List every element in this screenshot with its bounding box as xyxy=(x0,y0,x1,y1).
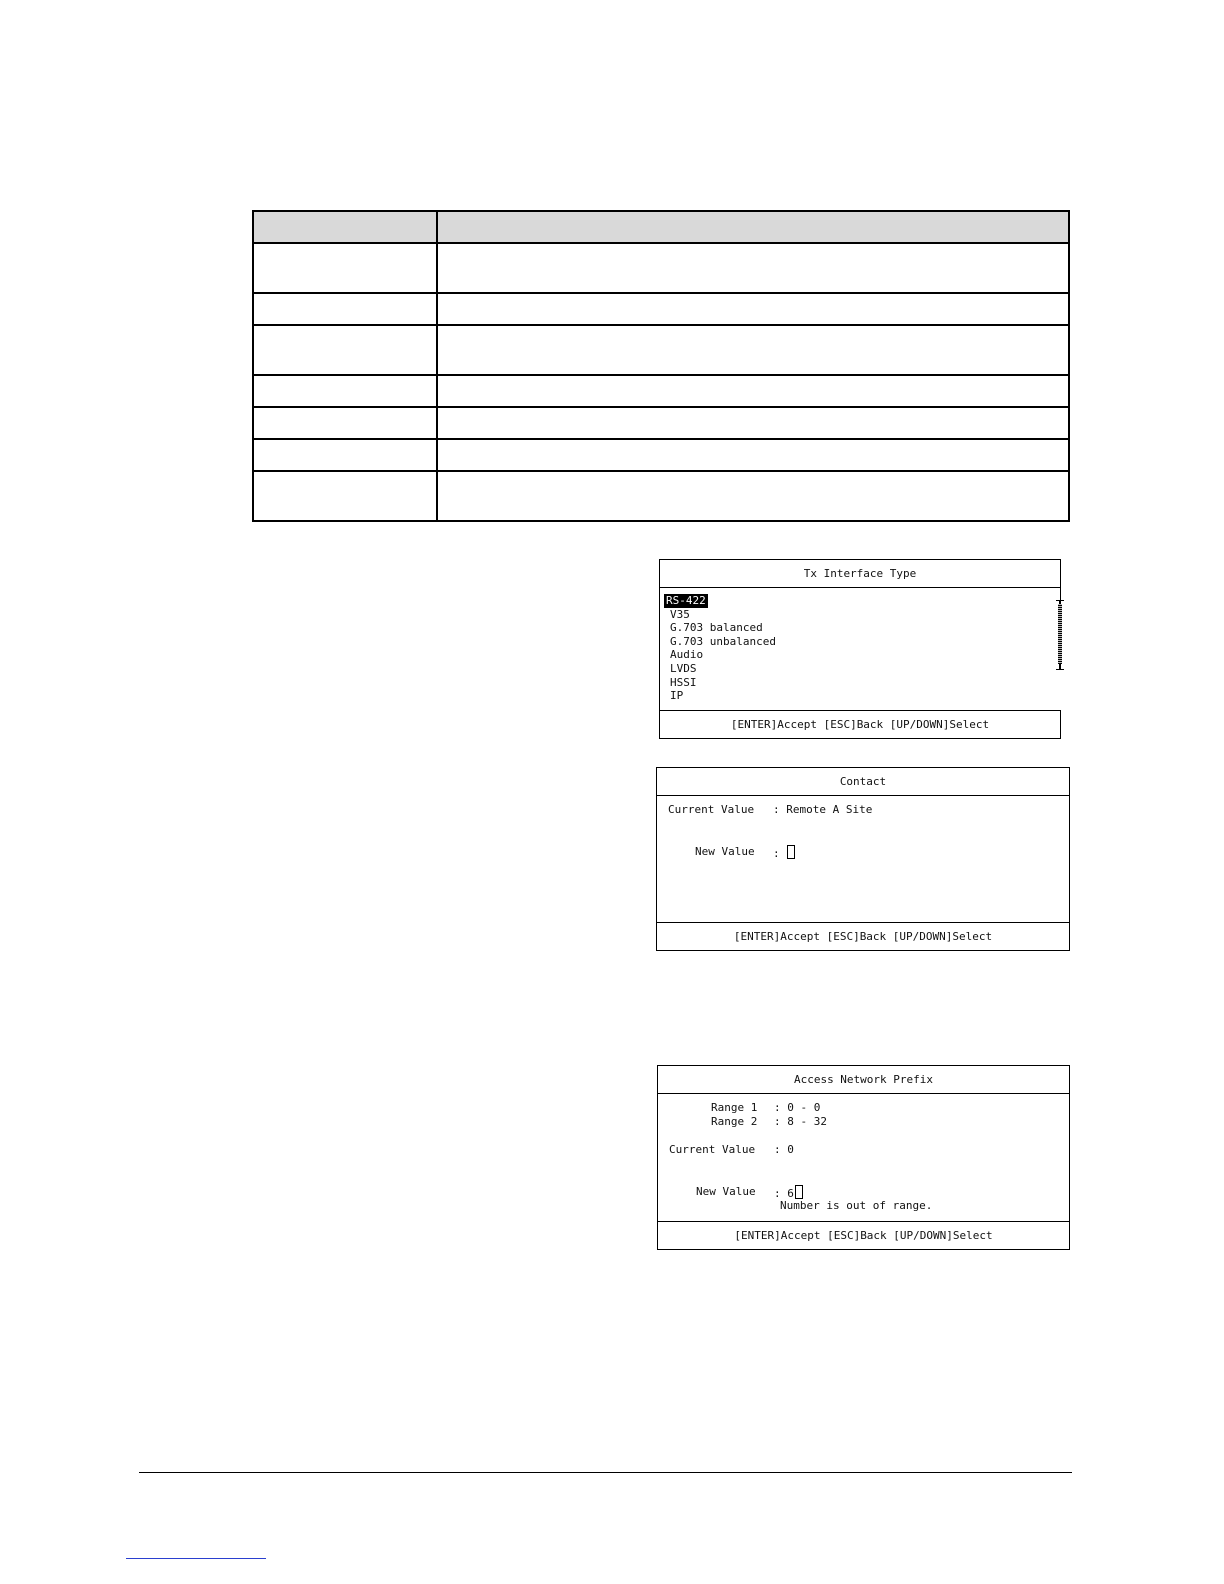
option-v35[interactable]: V35 xyxy=(670,607,690,621)
screen-title: Contact xyxy=(657,768,1069,796)
table-cell xyxy=(253,293,437,325)
contact-screen xyxy=(656,767,1070,951)
table-cell xyxy=(437,325,1069,375)
table-cell xyxy=(437,471,1069,521)
new-value-label: New Value xyxy=(696,1185,756,1198)
table-cell xyxy=(437,439,1069,471)
range2-label: Range 2 xyxy=(711,1115,758,1128)
table-header-row xyxy=(253,211,1069,243)
text-cursor xyxy=(795,1185,803,1199)
scrollbar[interactable] xyxy=(1056,600,1064,670)
option-g703-balanced[interactable]: G.703 balanced xyxy=(670,621,763,635)
access-network-prefix-screen xyxy=(657,1065,1070,1250)
table-row xyxy=(253,375,1069,407)
error-message: Number is out of range. xyxy=(780,1199,933,1212)
current-value-label: Current Value xyxy=(669,1143,756,1156)
range1-label: Range 1 xyxy=(711,1101,758,1114)
table-row xyxy=(253,243,1069,293)
text-cursor xyxy=(787,845,795,859)
key-hints: [ENTER]Accept [ESC]Back [UP/DOWN]Select xyxy=(657,922,1069,950)
range2-value: : 8 - 32 xyxy=(774,1115,827,1128)
range1-value: : 0 - 0 xyxy=(774,1101,821,1114)
current-value: : Remote A Site xyxy=(773,803,873,816)
table-cell xyxy=(437,293,1069,325)
table-header-cell xyxy=(437,211,1069,243)
table-cell xyxy=(253,243,437,293)
border-gap xyxy=(1058,670,1061,710)
key-hints: [ENTER]Accept [ESC]Back [UP/DOWN]Select xyxy=(658,1221,1069,1249)
table-row xyxy=(253,439,1069,471)
table-cell xyxy=(253,375,437,407)
key-hints: [ENTER]Accept [ESC]Back [UP/DOWN]Select xyxy=(660,710,1060,738)
tx-interface-type-screen xyxy=(659,559,1061,739)
scrollbar-thumb[interactable] xyxy=(1058,604,1062,664)
table-cell xyxy=(253,439,437,471)
footer-rule xyxy=(139,1472,1072,1473)
table-cell xyxy=(437,243,1069,293)
table-cell xyxy=(437,407,1069,439)
new-value-text: : 6 xyxy=(774,1187,794,1200)
new-value-separator: : xyxy=(773,847,780,860)
option-list xyxy=(664,594,782,703)
table-row xyxy=(253,293,1069,325)
option-g703-unbalanced[interactable]: G.703 unbalanced xyxy=(670,634,776,648)
table-cell xyxy=(253,325,437,375)
table-cell xyxy=(253,407,437,439)
table-cell xyxy=(437,375,1069,407)
option-ip[interactable]: IP xyxy=(670,689,684,703)
table-row xyxy=(253,325,1069,375)
screen-title: Tx Interface Type xyxy=(660,560,1060,588)
footer-link-underline xyxy=(126,1558,266,1559)
option-lvds[interactable]: LVDS xyxy=(670,661,697,675)
table-header-cell xyxy=(253,211,437,243)
table-row xyxy=(253,471,1069,521)
current-value-label: Current Value xyxy=(668,803,755,816)
scrollbar-cap xyxy=(1056,600,1064,601)
current-value: : 0 xyxy=(774,1143,794,1156)
option-audio[interactable]: Audio xyxy=(670,648,704,662)
option-rs422[interactable]: RS-422 xyxy=(666,594,706,607)
table-row xyxy=(253,407,1069,439)
option-hssi[interactable]: HSSI xyxy=(670,675,697,689)
reference-table xyxy=(252,210,1070,522)
new-value-label: New Value xyxy=(695,845,755,858)
screen-title: Access Network Prefix xyxy=(658,1066,1069,1094)
table-cell xyxy=(253,471,437,521)
new-value-field[interactable] xyxy=(773,845,795,861)
